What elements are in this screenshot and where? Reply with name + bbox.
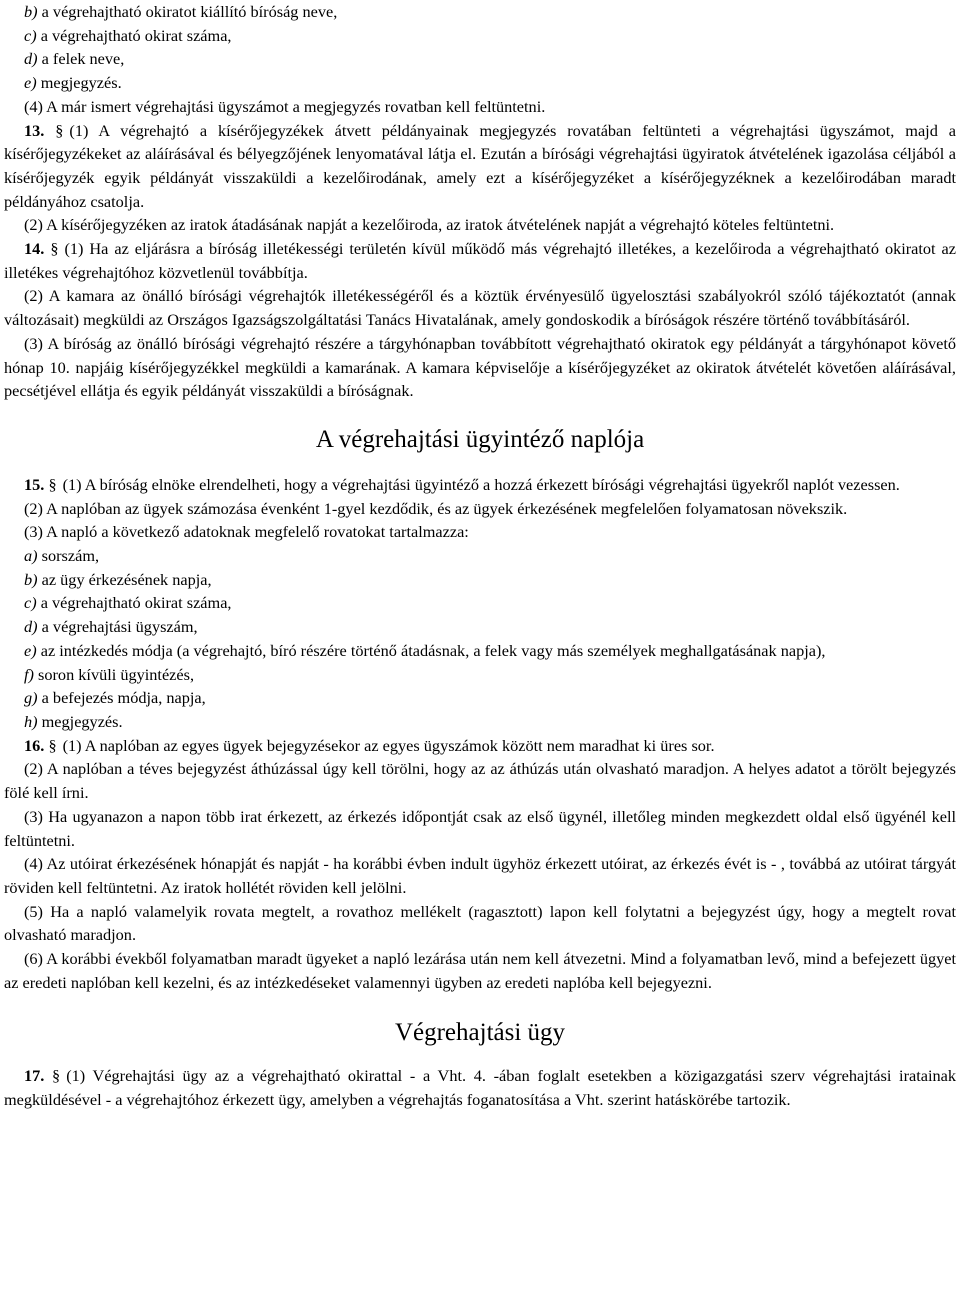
list-item <box>4 686 956 710</box>
list-item-text: a befejezés módja, napja, <box>41 688 206 708</box>
section-16-paragraph-6: (6) A korábbi évekből folyamatban maradt ügyeket a napló lezárása után nem kell átvezetni. Mind a folyamatban levő, mind a befejezett ügyet az eredeti naplóban kell kezelni, és az intézkedéseket valamennyi ügyben az eredeti naplóba kell bejegyezni. <box>4 949 956 992</box>
section-13-paragraph-2: (2) A kísérőjegyzéken az iratok átadásának napját a kezelőiroda, az iratok átvételének napját a végrehajtó köteles feltüntetni. <box>24 215 835 235</box>
list-item <box>4 663 956 687</box>
section-number: 16. <box>24 735 45 755</box>
list-item-text: a végrehajtható okiratot kiállító bíróság neve, <box>41 2 338 21</box>
section-16-paragraph-1 <box>4 734 956 758</box>
section-14-paragraph-3: (3) A bíróság az önálló bírósági végrehajtó részére a tárgyhónapban továbbított végrehajtható okiratok egy példányát a tárgyhónapot követő hónap 10. napjáig kísérőjegyzékkel megküldi a kamarának. A kamara képviselője a kísérőjegyzéket az okiratok átvételét követően aláírásával, pecsétjével ellátja és egyik példányát visszaküldi a bíróságnak. <box>4 333 956 401</box>
list-item <box>4 568 956 592</box>
list-item-text: sorszám, <box>41 546 100 566</box>
list-item-label: b) <box>24 2 38 21</box>
list-item-label: d) <box>24 617 38 637</box>
list-item-label: c) <box>24 593 37 613</box>
list-item-text: a végrehajtási ügyszám, <box>41 617 198 637</box>
list-item <box>4 0 956 24</box>
list-item <box>4 24 956 48</box>
section-16-paragraph-3: (3) Ha ugyanazon a napon több irat érkezett, az érkezés időpontját csak az első ügynél, illetőleg minden megkezdett oldal első ügyénél kell feltüntetni. <box>4 806 956 850</box>
list-item-text: a végrehajtható okirat száma, <box>40 593 232 613</box>
section-14-paragraph-1 <box>4 237 956 284</box>
list-item <box>4 47 956 71</box>
list-item <box>4 591 956 615</box>
list-item-label: d) <box>24 49 38 69</box>
list-item-label: e) <box>24 640 37 660</box>
section-15-paragraph-1 <box>4 473 956 497</box>
paragraph-text: (1) A bíróság elnöke elrendelheti, hogy a végrehajtási ügyintéző a hozzá érkezett bírósági végrehajtási ügyekről naplót vezessen. <box>62 474 900 494</box>
section-heading: A végrehajtási ügyintéző naplója <box>315 425 645 453</box>
list-item-label: a) <box>24 546 38 566</box>
section-16-paragraph-2: (2) A naplóban a téves bejegyzést áthúzással úgy kell törölni, hogy az az áthúzás után olvasható maradjon. A helyes adatot a törölt bejegyzés fölé kell írni. <box>4 759 956 803</box>
section-sign: § <box>55 120 64 140</box>
list-item-text: megjegyzés. <box>40 73 122 93</box>
list-item-label: b) <box>24 569 38 589</box>
list-item-label: f) <box>24 664 34 684</box>
list-item <box>4 71 956 95</box>
section-number: 15. <box>24 474 45 494</box>
list-item-text: az intézkedés módja (a végrehajtó, bíró részére történő átadásnak, a felek vagy más személyek meghallgatásának napja), <box>40 640 826 660</box>
list-item-text: a végrehajtható okirat száma, <box>40 25 232 45</box>
paragraph-text: (1) Ha az eljárásra a bíróság illetékességi területén kívül működő más végrehajtó illetékes, a kezelőiroda a végrehajtható okiratot az illetékes végrehajtóhoz közvetlenül továbbítja. <box>4 239 956 282</box>
section-sign: § <box>52 1066 61 1086</box>
list-item-label: h) <box>24 711 38 731</box>
section-sign: § <box>48 474 57 494</box>
section-number: 17. <box>24 1066 45 1086</box>
list-item <box>4 544 956 568</box>
list-item <box>4 710 956 734</box>
list-item-label: g) <box>24 688 38 708</box>
paragraph: (4) A már ismert végrehajtási ügyszámot a megjegyzés rovatban kell feltüntetni. <box>24 96 546 116</box>
paragraph-text: (1) Végrehajtási ügy az a végrehajtható okirattal - a Vht. 4. -ában foglalt esetekben a közigazgatási szerv végrehajtási iratainak megküldésével - a végrehajtóhoz érkezett ügy, amelyben a végrehajtás foganatosítása a Vht. szerint hatáskörébe tartozik. <box>4 1066 956 1110</box>
list-item-text: a felek neve, <box>41 49 125 69</box>
section-16-paragraph-5: (5) Ha a napló valamelyik rovata megtelt, a rovathoz mellékelt (ragasztott) lapon kell folytatni a bejegyzést úgy, hogy a megtelt rovat olvasható maradjon. <box>4 901 956 945</box>
section-sign: § <box>50 239 59 259</box>
section-17-paragraph-1 <box>4 1064 956 1111</box>
section-heading: Végrehajtási ügy <box>394 1019 566 1047</box>
section-15-paragraph-2: (2) A naplóban az ügyek számozása évenként 1-gyel kezdődik, és az ügyek érkezésének megfelelően folyamatosan növekszik. <box>24 498 848 518</box>
list-item-text: soron kívüli ügyintézés, <box>38 664 195 684</box>
list-item <box>4 615 956 639</box>
section-sign: § <box>48 735 57 755</box>
section-16-paragraph-4: (4) Az utóirat érkezésének hónapját és napját - ha korábbi évben indult ügyhöz érkezett utóirat, az érkezés évét is - , továbbá az utóirat tárgyát röviden kell feltüntetni. Az iratok hollétét röviden kell jelölni. <box>4 854 956 897</box>
list-item-text: az ügy érkezésének napja, <box>41 569 212 589</box>
section-14-paragraph-2: (2) A kamara az önálló bírósági végrehajtók illetékességéről és a köztük érvényesülő ügyelosztási szabályokról szóló tájékoztatót (annak változásait) megküldi az Országos Igazságszolgáltatási Tanács Hivatalának, amely gondoskodik a bíróságok részére történő továbbításáról. <box>4 286 956 330</box>
list-item <box>4 639 956 663</box>
list-item-label: e) <box>24 73 37 93</box>
paragraph-text: (1) A naplóban az egyes ügyek bejegyzésekor az egyes ügyszámok között nem maradhat ki üres sor. <box>62 735 715 755</box>
section-15-paragraph-3: (3) A napló a következő adatoknak megfelelő rovatokat tartalmazza: <box>24 522 469 542</box>
list-item-text: megjegyzés. <box>41 711 123 731</box>
section-number: 14. <box>24 239 45 259</box>
section-13-paragraph-1 <box>4 119 956 214</box>
paragraph-text: (1) A végrehajtó a kísérőjegyzékek átvett példányainak megjegyzés rovatában feltünteti a végrehajtási ügyszámot, majd a kísérőjegyzékeket az aláírásával és bélyegzőjének lenyomatával látja el. Ezután a bírósági végrehajtási ügyiratok átvételének igazolása céljából a kísérőjegyzék egyik példányát visszaküldi a kezelőirodának, amely ezt a kísérőjegyzéket a kísérőjegyzéknek a kezelőirodában maradt példányához csatolja. <box>4 120 956 211</box>
section-number: 13. <box>24 120 45 140</box>
list-item-label: c) <box>24 25 37 45</box>
